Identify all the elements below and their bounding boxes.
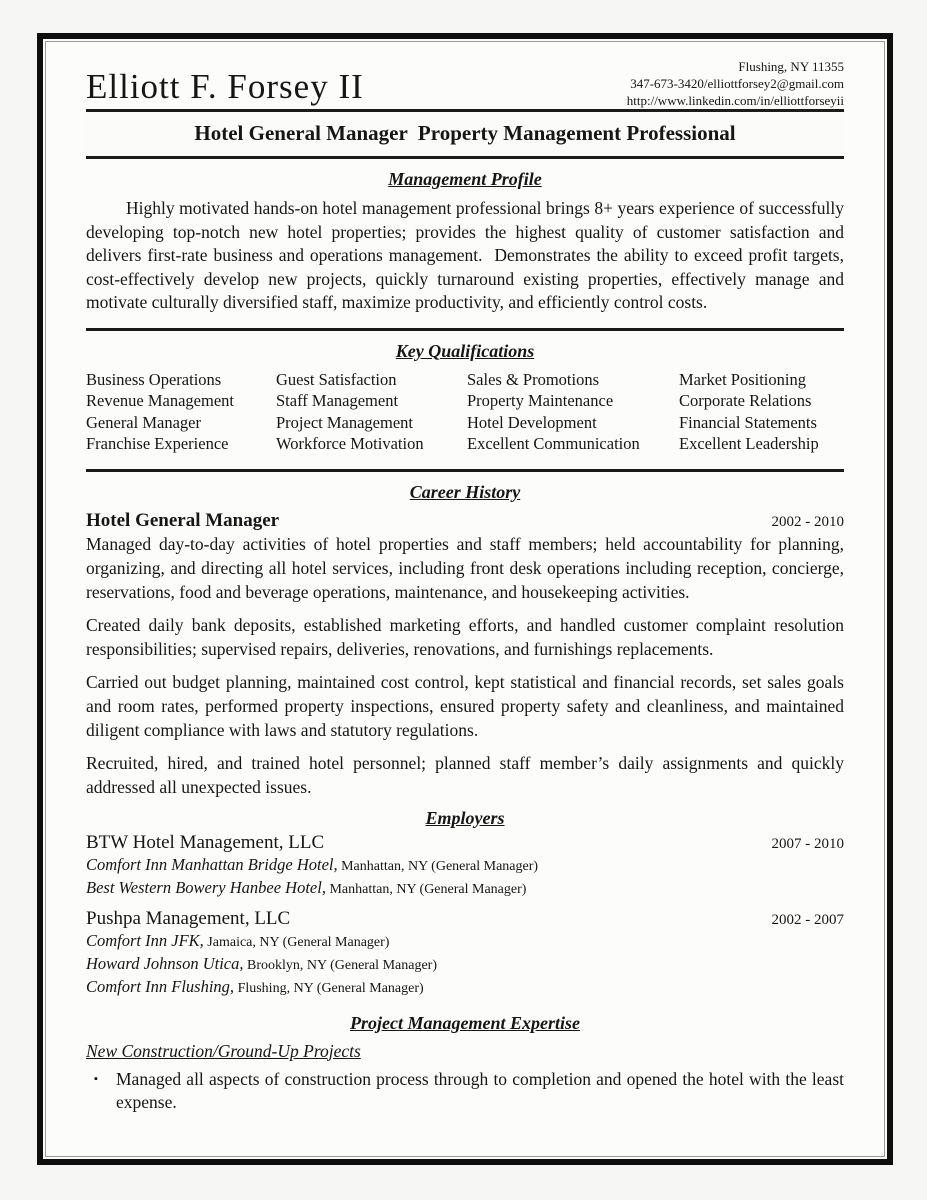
contact-phone-email: 347-673-3420/elliottforsey2@gmail.com bbox=[630, 76, 844, 91]
document-body bbox=[45, 41, 885, 1157]
qualification-item: Business Operations bbox=[86, 369, 222, 389]
hotel-location: Brooklyn, NY (General Manager) bbox=[243, 957, 437, 973]
contact-location: Flushing, NY 11355 bbox=[738, 59, 844, 74]
employer-dates: 2002 - 2007 bbox=[771, 911, 844, 928]
career-paragraph: Managed day-to-day activities of hotel properties and staff members; held accountability for planning, organizing, and directing all hotel services, including front desk operations including reception, concierge, reservations, food and beverage operations, maintenance, and housekeeping activities. bbox=[86, 533, 844, 602]
profile-paragraph: Highly motivated hands-on hotel management professional brings 8+ years experience of successfully developing top-notch new hotel properties; provides the highest quality of customer satisfaction and delivers first-rate business and operations management. Demonstrates the ability to exceed profit targets, cost-effectively develop new projects, quickly turnaround existing properties, effectively manage and motivate culturally diversified staff, maximize productivity, and efficiently control costs. bbox=[86, 198, 849, 312]
qualifications-grid bbox=[86, 369, 844, 455]
qualification-item: Hotel Development bbox=[467, 412, 597, 432]
employer-entry bbox=[86, 908, 844, 999]
section-heading-project-management: Project Management Expertise bbox=[350, 1012, 580, 1033]
hotel-name: Comfort Inn JFK, bbox=[86, 930, 204, 950]
qualifications-column bbox=[467, 369, 679, 455]
projects-subheading: New Construction/Ground-Up Projects bbox=[86, 1040, 361, 1061]
hotel-line bbox=[86, 976, 844, 999]
employer-header-row bbox=[86, 908, 844, 930]
qualification-item: General Manager bbox=[86, 412, 201, 432]
career-paragraph: Recruited, hired, and trained hotel personnel; planned staff member’s daily assignments and quickly addressed all unexpected issues. bbox=[86, 752, 844, 797]
header bbox=[86, 52, 844, 109]
section-divider bbox=[86, 328, 844, 331]
hotel-location: Flushing, NY (General Manager) bbox=[234, 980, 424, 996]
qualification-item: Corporate Relations bbox=[679, 391, 812, 410]
qualifications-column bbox=[86, 369, 276, 455]
employer-entry bbox=[86, 832, 844, 900]
employer-dates: 2007 - 2010 bbox=[771, 835, 844, 852]
job-title: Hotel General Manager bbox=[86, 509, 280, 531]
section-heading-employers: Employers bbox=[425, 807, 505, 828]
contact-block bbox=[627, 52, 844, 109]
hotel-location: Manhattan, NY (General Manager) bbox=[337, 858, 539, 874]
hotel-name: Comfort Inn Flushing, bbox=[86, 976, 235, 996]
job-header-row bbox=[86, 510, 844, 532]
qualification-item: Property Maintenance bbox=[467, 391, 614, 410]
hotel-location: Jamaica, NY (General Manager) bbox=[203, 934, 390, 950]
qualifications-column bbox=[276, 369, 467, 455]
job-dates: 2002 - 2010 bbox=[771, 513, 844, 530]
career-paragraph: Created daily bank deposits, established marketing efforts, and handled customer complaint resolution responsibilities; supervised repairs, deliveries, renovations, and furnishings replacements. bbox=[86, 614, 844, 659]
project-bullet-text: Managed all aspects of construction process through to completion and opened the hotel with the least expense. bbox=[116, 1068, 844, 1112]
qualification-item: Guest Satisfaction bbox=[276, 369, 397, 389]
hotel-name: Best Western Bowery Hanbee Hotel, bbox=[86, 877, 326, 897]
career-paragraph: Carried out budget planning, maintained cost control, kept statistical and financial records, set sales goals and room rates, performed property inspections, ensured property safety and cleanliness, and maintained diligent compliance with laws and statutory regulations. bbox=[86, 671, 844, 740]
employer-header-row bbox=[86, 832, 844, 854]
project-bullet bbox=[86, 1068, 844, 1115]
qualification-item: Staff Management bbox=[276, 391, 399, 410]
hotel-location: Manhattan, NY (General Manager) bbox=[325, 881, 527, 897]
candidate-name: Elliott F. Forsey II bbox=[86, 67, 364, 106]
section-heading-management-profile: Management Profile bbox=[388, 169, 542, 189]
square-bullet-icon: ▪ bbox=[94, 1072, 98, 1085]
employer-company: BTW Hotel Management, LLC bbox=[86, 831, 325, 853]
employer-company: Pushpa Management, LLC bbox=[86, 907, 291, 929]
qualification-item: Sales & Promotions bbox=[467, 369, 600, 389]
qualification-item: Financial Statements bbox=[679, 412, 817, 432]
qualification-item: Workforce Motivation bbox=[276, 434, 424, 453]
hotel-line bbox=[86, 930, 844, 953]
hotel-line bbox=[86, 854, 844, 877]
qualifications-column bbox=[679, 369, 844, 455]
contact-linkedin-url: http://www.linkedin.com/in/elliottforseyii bbox=[626, 93, 844, 108]
qualification-item: Excellent Leadership bbox=[679, 434, 819, 453]
hotel-line bbox=[86, 877, 844, 900]
section-heading-key-qualifications: Key Qualifications bbox=[395, 340, 535, 361]
qualification-item: Excellent Communication bbox=[467, 434, 640, 453]
hotel-line bbox=[86, 953, 844, 976]
qualification-item: Revenue Management bbox=[86, 391, 234, 410]
qualification-item: Franchise Experience bbox=[86, 434, 229, 453]
title-divider bbox=[86, 156, 844, 159]
qualification-item: Project Management bbox=[276, 412, 413, 432]
resume-title: Hotel General Manager Property Management Professional bbox=[86, 112, 844, 156]
qualification-item: Market Positioning bbox=[679, 369, 806, 389]
section-heading-career-history: Career History bbox=[409, 481, 521, 502]
hotel-name: Comfort Inn Manhattan Bridge Hotel, bbox=[86, 854, 338, 874]
document-frame bbox=[37, 33, 893, 1165]
section-divider bbox=[86, 469, 844, 472]
hotel-name: Howard Johnson Utica, bbox=[86, 953, 244, 973]
